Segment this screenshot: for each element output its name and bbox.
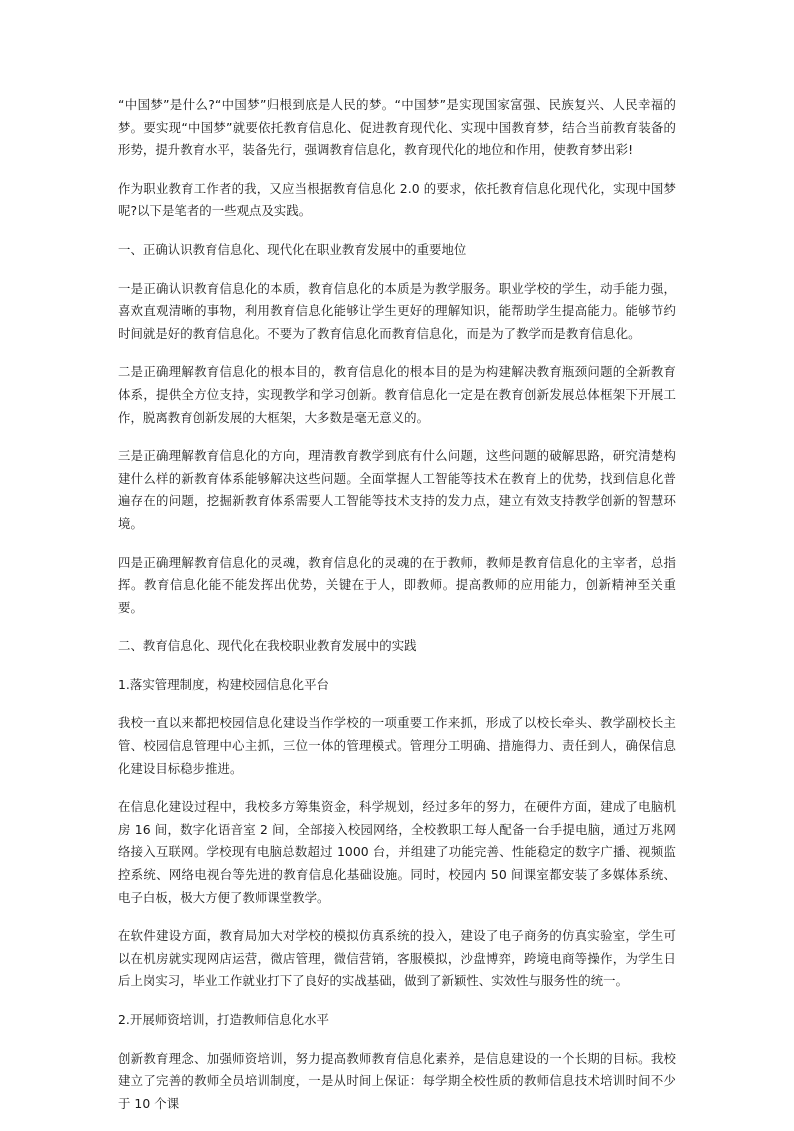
section-heading-1: 一、正确认识教育信息化、现代化在职业教育发展中的重要地位 (118, 241, 467, 257)
document-page (118, 94, 676, 1131)
body-paragraph: 四是正确理解教育信息化的灵魂，教育信息化的灵魂的在于教师，教师是教育信息化的主宰者，总指挥。教育信息化能不能发挥出优势，关键在于人，即教师。提高教师的应用能力，创新精神至关重要。 (118, 554, 676, 615)
section-heading-2: 二、教育信息化、现代化在我校职业教育发展中的实践 (118, 638, 417, 654)
body-paragraph: 一是正确认识教育信息化的本质，教育信息化的本质是为教学服务。职业学校的学生，动手能力强，喜欢直观清晰的事物，利用教育信息化能够让学生更好的理解知识，能帮助学生提高能力。能够节约时间就是好的教育信息化。不要为了教育信息化而教育信息化，而是为了教学而是教育信息化。 (118, 280, 676, 341)
body-paragraph: 我校一直以来都把校园信息化建设当作学校的一项重要工作来抓，形成了以校长牵头、教学副校长主管、校园信息管理中心主抓，三位一体的管理模式。管理分工明确、措施得力、责任到人，确保信息化建设目标稳步推进。 (118, 715, 676, 776)
intro-paragraph: “中国梦”是什么?“中国梦”归根到底是人民的梦。“中国梦”是实现国家富强、民族复兴、人民幸福的梦。要实现“中国梦”就要依托教育信息化、促进教育现代化、实现中国教育梦，结合当前教育装备的形势，提升教育水平，装备先行，强调教育信息化，教育现代化的地位和作用，使教育梦出彩! (118, 97, 676, 158)
intro-paragraph-2: 作为职业教育工作者的我，又应当根据教育信息化 2.0 的要求，依托教育信息化现代化，实现中国梦呢?以下是笔者的一些观点及实践。 (118, 180, 676, 219)
subsection-heading-1: 1.落实管理制度，构建校园信息化平台 (118, 676, 329, 692)
body-paragraph: 三是正确理解教育信息化的方向，理清教育教学到底有什么问题，这些问题的破解思路，研究清楚构建什么样的新教育体系能够解决这些问题。全面掌握人工智能等技术在教育上的优势，找到信息化普遍存在的问题，挖掘新教育体系需要人工智能等技术支持的发力点，建立有效支持教学创新的智慧环境。 (118, 448, 676, 531)
subsection-heading-2: 2.开展师资培训，打造教师信息化水平 (118, 1012, 329, 1027)
body-paragraph: 在软件建设方面，教育局加大对学校的模拟仿真系统的投入，建设了电子商务的仿真实验室，学生可以在机房就实现网店运营，微店管理，微信营销，客服模拟，沙盘博弈，跨境电商等操作，为学生日后上岗实习，毕业工作就业打下了良好的实战基础，做到了新颖性、实效性与服务性的统一。 (118, 928, 676, 989)
body-paragraph: 创新教育理念、加强师资培训，努力提高教师教育信息化素养，是信息建设的一个长期的目标。我校建立了完善的教师全员培训制度，一是从时间上保证：每学期全校性质的教师信息技术培训时间不少于 10 个课 (118, 1050, 676, 1111)
body-paragraph: 二是正确理解教育信息化的根本目的，教育信息化的根本目的是为构建解决教育瓶颈问题的全新教育体系，提供全方位支持，实现教学和学习创新。教育信息化一定是在教育创新发展总体框架下开展工作，脱离教育创新发展的大框架，大多数是毫无意义的。 (118, 364, 676, 425)
body-paragraph: 在信息化建设过程中，我校多方筹集资金，科学规划，经过多年的努力，在硬件方面，建成了电脑机房 16 间，数字化语音室 2 间，全部接入校园网络，全校教职工每人配备一台手提电脑，通过万兆网络接入互联网。学校现有电脑总数超过 1000 台，并组建了功能完善、性能稳定的数字广播、视频监控系统、网络电视台等先进的教育信息化基础设施。同时，校园内 50 间课室都安装了多媒体系统、电子白板，极大方便了教师课堂教学。 (118, 799, 676, 905)
